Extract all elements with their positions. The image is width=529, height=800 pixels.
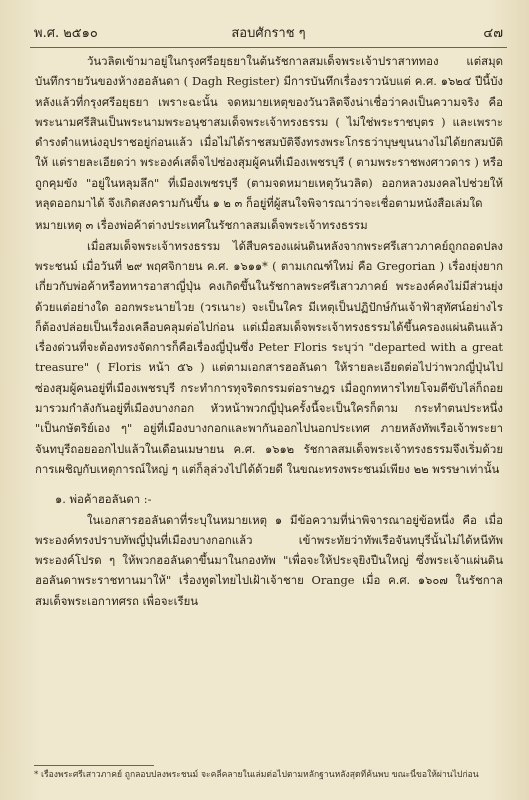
footnote: * เรื่องพระศรีเสาวภาคย์ ถูกลอบปลงพระชนม์ จะคลี่คลายในเล่มต่อไปตามหลักฐานหลังสุดที่ค้นพบ ขณะนี้ขอให้ผ่านไปก่อน — [34, 770, 479, 780]
footnote-rule — [34, 765, 154, 766]
page-body — [35, 51, 503, 611]
header-era: พ.ศ. ๒๕๑๐ — [34, 25, 98, 41]
header-rule — [30, 47, 507, 48]
page-header — [34, 20, 503, 44]
note-3-heading: หมายเหตุ ๓ เรื่องพ่อค้าต่างประเทศในรัชกาลสมเด็จพระเจ้าทรงธรรม — [35, 218, 368, 233]
page-number: ๔๗ — [483, 25, 503, 41]
section-heading-dutch: ๑. พ่อค้าฮอลันดา :- — [55, 492, 152, 507]
paragraph-dutch-merchants: ในเอกสารฮอลันดาที่ระบุในหมายเหตุ ๑ มีข้อความที่น่าพิจารณาอยู่ข้อหนึ่ง คือ เมื่อพระองค์ทรงปราบทัพญี่ปุ่นที่เมืองบางกอกแล้ว เข้าพระทัยว่าทัพเรือจันทบุรีนั้นไม่ได้หนีทัพ พระองค์โปรด ๆ ให้พวกฮอลันดาขึ้นมาในกองทัพ "เพื่อจะให้ประจุยิงปืนใหญ่ ซึ่งพระเจ้าแผ่นดินฮอลันดาพระราชทานมาให้" เรื่องทูตไทยไปเฝ้าเจ้าชาย Orange เมื่อ ค.ศ. ๑๖๐๗ ในรัชกาลสมเด็จพระเอกาทศรถ เพื่อจะเรียน — [35, 512, 503, 608]
paragraph-songtham: เมื่อสมเด็จพระเจ้าทรงธรรม ได้สืบครองแผ่นดินหลังจากพระศรีเสาวภาคย์ถูกถอดปลงพระชนม์ เมื่อวันที่ ๒๙ พฤศจิกายน ค.ศ. ๑๖๑๑* ( ตามเกณฑ์ใหม่ คือ Gregorian ) เรื่องยุ่งยากเกี่ยวกับพ่อค้าหรือทหารอาสาญี่ปุ่น คงเกิดขึ้นในรัชกาลพระศรีเสาวภาคย์ พระองค์คงไม่มีส่วนยุ่งด้วยแต่อย่างใด ออกพระนายไวย (วรเนาะ) จะเป็นใคร มีเหตุเป็นปฏิปักษ์กันเจ้าฟ้าสุทัศน์อย่างไร ก็ต้องปล่อยเป็นเรื่องเคลือบคลุมต่อไปก่อน แต่เมื่อสมเด็จพระเจ้าทรงธรรมได้ขึ้นครองแผ่นดินแล้ว เรื่องด่วนที่จะต้องทรงจัดการก็คือเรื่องญี่ปุ่นซึ่ง Peter Floris ระบุว่า "departed with a great treasure" ( Floris หน้า ๕๖ ) แต่ตามเอกสารฮอลันดา ให้รายละเอียดต่อไปว่าพวกญี่ปุ่นไปซ่องสุมผู้คนอยู่ที่เมืองเพชรบุรี กระทำการทุจริตกรรมต่อราษฎร เมื่อถูกทหารไทยโจมตีขับไล่ก็ถอยมารวมกำลังกันอยู่ที่เมืองบางกอก หัวหน้าพวกญี่ปุ่นครั้งนี้จะเป็นใครก็ตาม กระทำตนประหนึ่ง "เป็นกษัตริย์เอง ๆ" อยู่ที่เมืองบางกอกและพากันออกไปนอกประเทศ ภายหลังทัพเรือเจ้าพระยาจันทบุรีถอยออกไปแล้วในเดือนเมษายน ค.ศ. ๑๖๑๒ รัชกาลสมเด็จพระเจ้าทรงธรรมจึงเริ่มด้วยการเผชิญกับเหตุการณ์ใหญ่ ๆ แต่ก็ลุล่วงไปได้ด้วยดี ในขณะทรงพระชนม์เพียง ๒๒ พรรษาเท่านั้น — [35, 238, 503, 476]
paragraph-vanvliet: วันวลิตเข้ามาอยู่ในกรุงศรีอยุธยาในต้นรัชกาลสมเด็จพระเจ้าปราสาททอง แต่สมุดบันทึกรายวันของห้างฮอลันดา ( Dagh Register) มีการบันทึกเรื่องราวนับแต่ ค.ศ. ๑๖๒๔ ปีนี้บังหลังแล้วที่กรุงศรีอยุธยา เพราะฉะนั้น จดหมายเหตุของวันวลิตจึงน่าเชื่อว่าคงเป็นความจริง คือพระนามศรีสินเป็นพระนามพระอนุชาสมเด็จพระเจ้าทรงธรรม ( ไม่ใช่พระราชบุตร ) และเพราะดำรงตำแหน่งอุปราชอยู่ก่อนแล้ว เมื่อไม่ได้ราชสมบัติจึงทรงพระโกรธว่าบุษขุนนางไม่ได้ยกสมบัติให้ แต่รายละเอียดว่า พระองค์เสด็จไปซ่องสุมผู้คนที่เมืองเพชรบุรี ( ตามพระราชพงศาวดาร ) หรือ ถูกคุมขัง "อยู่ในหลุมลึก" ที่เมืองเพชรบุรี (ตามจดหมายเหตุวันวลิต) ออกหลวงมงคลไปช่วยให้หลุดออกมาได้ จึงเกิดสงครามกันขึ้น ๑ ๒ ๓ ก็อยู่ที่ผู้สนใจพิจารณาว่าจะเชื่อตามหนังสือเล่มใด — [35, 54, 503, 211]
header-title: สอบศักราช ๆ — [231, 25, 306, 41]
